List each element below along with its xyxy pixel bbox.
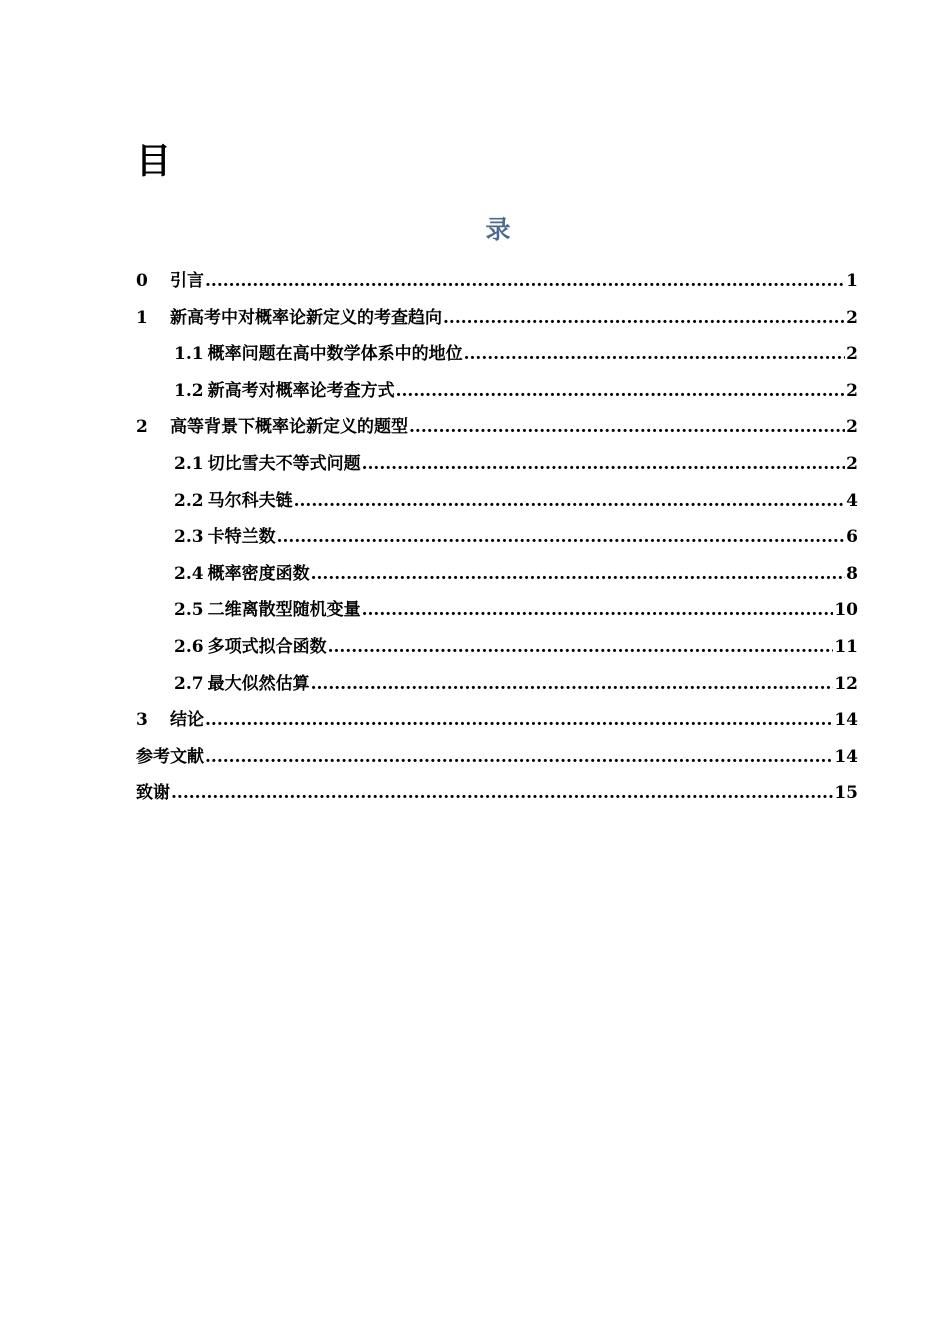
toc-entry-section-2-5[interactable] <box>136 595 858 632</box>
toc-entry-page: 2 <box>846 417 858 438</box>
toc-leader-dots <box>362 600 834 620</box>
toc-entry-page: 11 <box>834 636 858 657</box>
toc-entry-references[interactable] <box>136 742 858 779</box>
toc-entry-page: 4 <box>846 490 858 511</box>
toc-leader-dots <box>205 710 833 730</box>
toc-entry-section-2-6[interactable] <box>136 632 858 669</box>
toc-entry-number: 2.2 <box>174 490 204 511</box>
toc-leader-dots <box>443 308 845 328</box>
toc-entry-label: 参考文献 <box>136 746 204 767</box>
toc-entry-page: 6 <box>846 527 858 548</box>
toc-entry-number: 2.4 <box>174 563 204 584</box>
toc-title-part-2: 录 <box>485 215 511 244</box>
toc-entry-section-1-1[interactable] <box>136 339 858 376</box>
toc-entry-number: 2.7 <box>174 673 204 694</box>
toc-entry-section-2-4[interactable] <box>136 559 858 596</box>
toc-entry-chapter-2[interactable] <box>136 412 858 449</box>
toc-entry-section-2-3[interactable] <box>136 522 858 559</box>
toc-entry-number: 1.2 <box>174 380 204 401</box>
toc-entry-section-2-7[interactable] <box>136 669 858 706</box>
toc-entry-number: 1 <box>136 307 148 328</box>
toc-leader-dots <box>277 527 846 547</box>
toc-leader-dots <box>294 491 846 511</box>
toc-entry-number: 2.1 <box>174 453 204 474</box>
toc-leader-dots <box>205 271 845 291</box>
toc-entry-label: 最大似然估算 <box>207 673 310 694</box>
toc-entry-chapter-1[interactable] <box>136 303 858 340</box>
toc-entry-label: 卡特兰数 <box>207 527 276 548</box>
toc-entry-page: 2 <box>846 453 858 474</box>
toc-entry-label: 概率问题在高中数学体系中的地位 <box>207 344 463 365</box>
toc-entry-number: 2.6 <box>174 636 204 657</box>
toc-entry-label: 概率密度函数 <box>207 563 310 584</box>
toc-entry-page: 14 <box>834 710 858 731</box>
toc-entry-label: 引言 <box>170 271 204 291</box>
toc-entry-label: 二维离散型随机变量 <box>207 600 361 621</box>
toc-entry-page: 15 <box>834 783 858 804</box>
toc-entry-page: 1 <box>846 271 858 291</box>
toc-leader-dots <box>362 454 846 474</box>
toc-entry-introduction[interactable] <box>136 266 858 303</box>
toc-leader-dots <box>328 637 834 657</box>
toc-entry-page: 14 <box>834 746 858 767</box>
toc-leader-dots <box>396 381 846 401</box>
toc-entry-label: 多项式拟合函数 <box>207 636 327 657</box>
toc-leader-dots <box>311 564 846 584</box>
toc-entry-label: 结论 <box>170 710 204 731</box>
toc-entry-label: 高等背景下概率论新定义的题型 <box>170 417 408 438</box>
toc-entry-page: 10 <box>834 600 858 621</box>
toc-entry-number: 1.1 <box>174 344 204 365</box>
toc-leader-dots <box>409 417 845 437</box>
toc-entry-label: 致谢 <box>136 783 170 804</box>
toc-entry-section-2-1[interactable] <box>136 449 858 486</box>
toc-entry-number: 2 <box>136 417 148 438</box>
toc-leader-dots <box>464 344 846 364</box>
toc-entry-page: 12 <box>834 673 858 694</box>
toc-entry-page: 2 <box>846 380 858 401</box>
toc-entry-number: 2.5 <box>174 600 204 621</box>
toc-leader-dots <box>205 747 833 767</box>
toc-entry-page: 2 <box>846 344 858 365</box>
toc-entry-label: 新高考对概率论考查方式 <box>207 380 395 401</box>
toc-entry-page: 8 <box>846 563 858 584</box>
toc-entry-page: 2 <box>846 307 858 328</box>
toc-entry-number: 0 <box>136 271 148 291</box>
toc-title-part-1: 目 <box>136 141 172 182</box>
toc-entry-number: 2.3 <box>174 527 204 548</box>
toc-entry-label: 马尔科夫链 <box>207 490 293 511</box>
toc-leader-dots <box>311 674 834 694</box>
toc-entry-section-1-2[interactable] <box>136 376 858 413</box>
toc-entry-acknowledgements[interactable] <box>136 778 858 815</box>
toc-entry-label: 新高考中对概率论新定义的考查趋向 <box>170 307 442 328</box>
toc-entry-section-2-2[interactable] <box>136 486 858 523</box>
toc-entry-number: 3 <box>136 710 148 731</box>
toc-entry-chapter-3[interactable] <box>136 705 858 742</box>
toc-leader-dots <box>171 783 833 803</box>
toc-entry-label: 切比雪夫不等式问题 <box>207 453 361 474</box>
table-of-contents <box>136 266 858 815</box>
